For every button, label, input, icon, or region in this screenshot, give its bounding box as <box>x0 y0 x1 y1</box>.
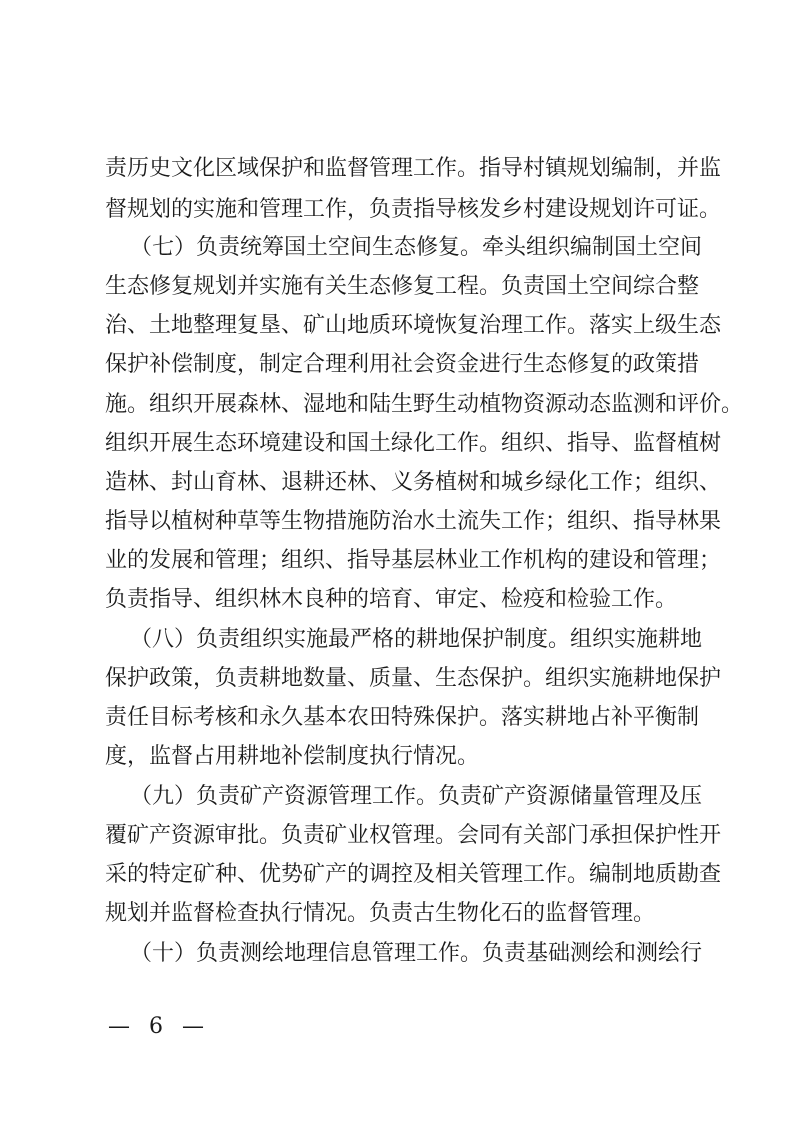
text-line: 度，监督占用耕地补偿制度执行情况。 <box>105 744 480 769</box>
text-line: 业的发展和管理；组织、指导基层林业工作机构的建设和管理； <box>105 548 722 573</box>
text-line: 保护补偿制度，制定合理利用社会资金进行生态修复的政策措 <box>105 352 700 377</box>
text-line: 督规划的实施和管理工作，负责指导核发乡村建设规划许可证。 <box>105 197 722 222</box>
paragraph-heading-9: （九）负责矿产资源管理工作。负责矿产资源储量管理及压 <box>130 784 703 809</box>
text-line: 责任目标考核和永久基本农田特殊保护。落实耕地占补平衡制 <box>105 705 700 730</box>
text-line: 治、土地整理复垦、矿山地质环境恢复治理工作。落实上级生态 <box>105 313 722 338</box>
text-line: 指导以植树种草等生物措施防治水土流失工作；组织、指导林果 <box>105 509 722 534</box>
page-number: — 6 — <box>108 1014 210 1039</box>
text-line: 施。组织开展森林、湿地和陆生野生动植物资源动态监测和评价。 <box>105 392 744 417</box>
text-line: 保护政策，负责耕地数量、质量、生态保护。组织实施耕地保护 <box>105 666 722 691</box>
text-line: 生态修复规划并实施有关生态修复工程。负责国土空间综合整 <box>105 274 700 299</box>
text-line: 覆矿产资源审批。负责矿业权管理。会同有关部门承担保护性开 <box>105 823 722 848</box>
text-line: 负责指导、组织林木良种的培育、审定、检疫和检验工作。 <box>105 587 678 612</box>
text-line: 采的特定矿种、优势矿产的调控及相关管理工作。编制地质勘查 <box>105 862 722 887</box>
paragraph-heading-7: （七）负责统筹国土空间生态修复。牵头组织编制国土空间 <box>130 235 703 260</box>
text-line: 组织开展生态环境建设和国土绿化工作。组织、指导、监督植树 <box>105 431 722 456</box>
text-line: 造林、封山育林、退耕还林、义务植树和城乡绿化工作；组织、 <box>105 470 722 495</box>
text-line: 责历史文化区域保护和监督管理工作。指导村镇规划编制，并监 <box>105 156 722 181</box>
paragraph-heading-8: （八）负责组织实施最严格的耕地保护制度。组织实施耕地 <box>130 627 703 652</box>
text-line: 规划并监督检查执行情况。负责古生物化石的监督管理。 <box>105 901 656 926</box>
paragraph-heading-10: （十）负责测绘地理信息管理工作。负责基础测绘和测绘行 <box>130 941 703 966</box>
